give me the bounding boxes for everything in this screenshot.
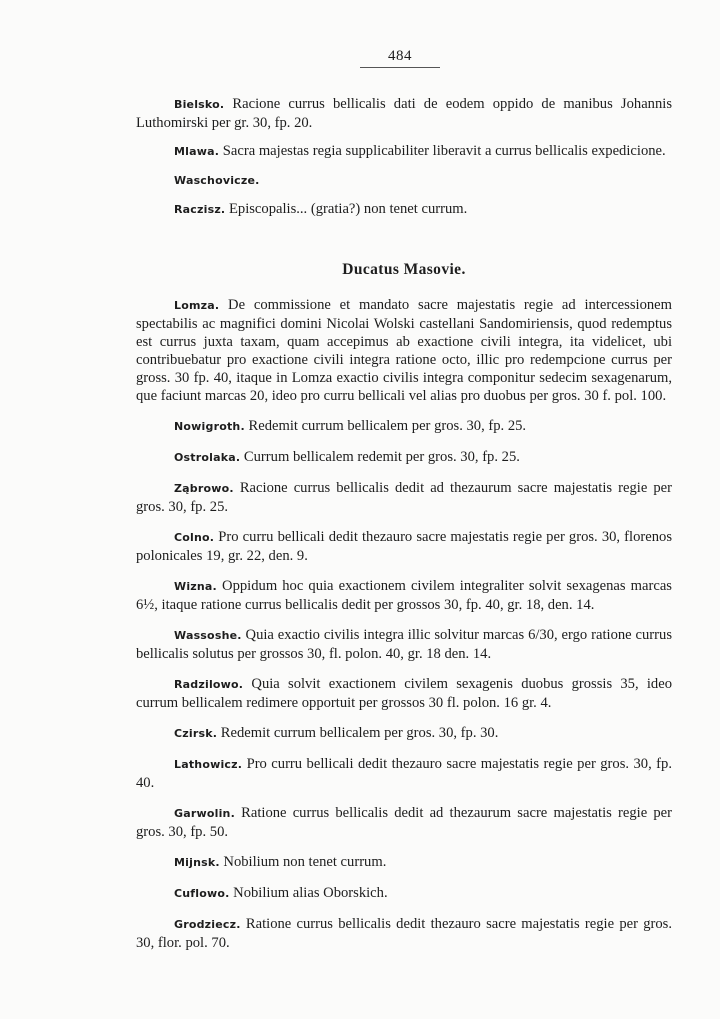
place-name: Raczisz. (174, 203, 226, 216)
place-name: Mlawa. (174, 145, 220, 158)
place-name: Mijnsk. (174, 856, 220, 869)
entry-text: Ratione currus bellicalis dedit thezauro sacre majestatis regie per gros. 30, flor. pol. 70. (136, 916, 672, 951)
place-name: Lomza. (174, 299, 220, 312)
entries-top (136, 95, 672, 219)
entry-text: Nobilium alias Oborskich. (229, 885, 388, 901)
place-name: Radzilowo. (174, 678, 244, 691)
place-name: Waschovicze. (174, 174, 260, 187)
place-name: Garwolin. (174, 807, 235, 820)
entry-text: Episcopalis... (gratia?) non tenet currum. (225, 201, 468, 217)
entry-radzilowo (136, 675, 672, 712)
place-name: Wassoshe. (174, 629, 242, 642)
section-title: Ducatus Masovie. (342, 261, 466, 278)
place-name: Ostrolaka. (174, 451, 241, 464)
entry-mlawa (136, 142, 672, 161)
entry-wizna (136, 577, 672, 614)
entry-text: Redemit currum bellicalem per gros. 30, fp. 25. (244, 418, 527, 434)
entry-cuflowo (136, 884, 672, 903)
place-name: Ząbrowo. (174, 482, 234, 495)
entry-text: Quia solvit exactionem civilem sexagenis duobus grossis 35, ideo currum bellicalem redimere opportuit per grossos 30 fl. polon. 16 gr. 4. (136, 676, 672, 711)
entry-bielsko (136, 95, 672, 132)
entry-colno (136, 528, 672, 565)
entry-raczisz (136, 200, 672, 219)
entry-lomza (136, 296, 672, 405)
entry-nowigroth (136, 417, 672, 436)
entry-lathowicz (136, 755, 672, 792)
place-name: Nowigroth. (174, 420, 245, 433)
entry-text: Quia exactio civilis integra illic solvitur marcas 6/30, ergo ratione currus bellicalis solutus per grossos 30, fl. polon. 40, gr. 18 den. 14. (136, 627, 672, 662)
entry-text: Pro curru bellicali dedit thezauro sacre majestatis regie per gros. 30, florenos polonicales 19, gr. 22, den. 9. (136, 529, 672, 564)
entry-text: Racione currus bellicalis dati de eodem oppido de manibus Johannis Luthomirski per gr. 30, fp. 20. (136, 96, 672, 131)
place-name: Czirsk. (174, 727, 218, 740)
entry-ostrolaka (136, 448, 672, 467)
place-name: Lathowicz. (174, 758, 243, 771)
place-name: Bielsko. (174, 98, 225, 111)
page-number: 484 (360, 48, 440, 68)
entry-text: Redemit currum bellicalem per gros. 30, fp. 30. (217, 725, 499, 741)
entry-garwolin (136, 804, 672, 841)
entry-text: Currum bellicalem redemit per gros. 30, fp. 25. (240, 449, 520, 465)
place-name: Wizna. (174, 580, 217, 593)
entry-text: Ratione currus bellicalis dedit ad thezaurum sacre majestatis regie per gros. 30, fp. 50. (136, 805, 672, 840)
entry-czirsk (136, 724, 672, 743)
entry-grodziecz (136, 915, 672, 952)
entries-main (136, 296, 672, 952)
entry-wassoshe (136, 626, 672, 663)
place-name: Cuflowo. (174, 887, 230, 900)
entry-text: Racione currus bellicalis dedit ad thezaurum sacre majestatis regie per gros. 30, fp. 25. (136, 480, 672, 515)
entry-text: De commissione et mandato sacre majestatis regie ad intercessionem spectabilis ac magnifici domini Nicolai Wolski castellani Sandomiriensis, quod redemptus est currus juxta taxam, quam accepimus ab exactione civili integra, ita videlicet, ubi contribuebatur pro exactione civili integra ratione octo, illic pro redempcione currus per gross. 30 fp. 40, itaque in Lomza exactio civilis integra componitur sedecim sexagenarum, que faciunt marcas 20, ideo pro curru bellicali vel alias pro duobus per gros. 30 f. pol. 100. (136, 297, 672, 404)
entry-text: Oppidum hoc quia exactionem civilem integraliter solvit sexagenas marcas 6½, itaque ratione currus bellicalis dedit per grossos 30, fp. 40, gr. 18, den. 14. (136, 578, 672, 613)
place-name: Grodziecz. (174, 918, 241, 931)
entry-waschovicze (136, 171, 672, 190)
place-name: Colno. (174, 531, 215, 544)
entry-mijnsk (136, 853, 672, 872)
entry-text: Sacra majestas regia supplicabiliter liberavit a currus bellicalis expedicione. (219, 143, 666, 159)
entry-zabrowo (136, 479, 672, 516)
entry-text: Nobilium non tenet currum. (219, 854, 387, 870)
entry-text: Pro curru bellicali dedit thezauro sacre majestatis regie per gros. 30, fp. 40. (136, 756, 672, 791)
